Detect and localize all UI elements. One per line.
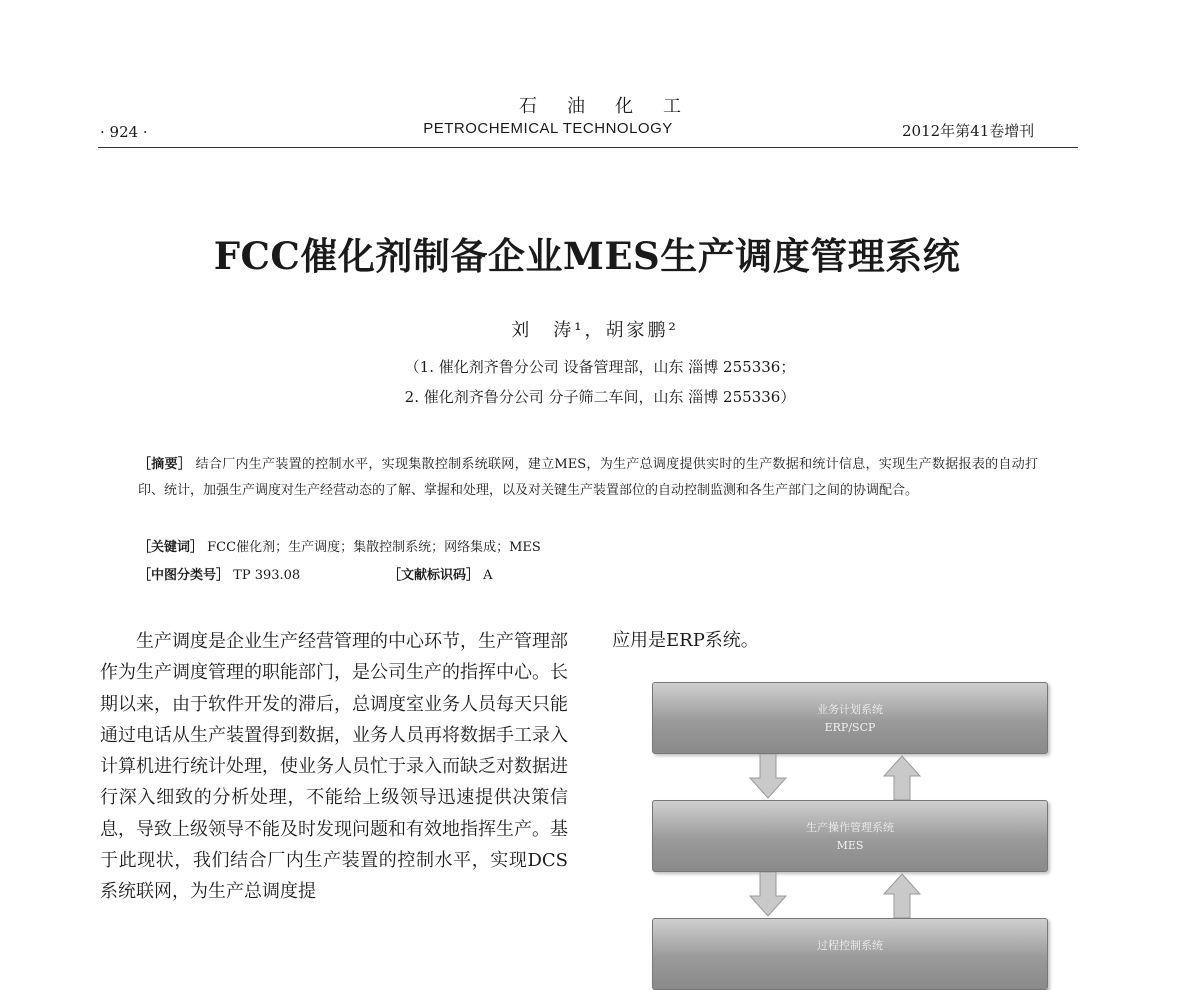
arrow-up-icon [882,872,922,918]
body-right-line: 应用是ERP系统。 [612,630,759,651]
layer-sub: ERP/SCP [824,721,876,734]
clc-line [138,564,300,583]
layer-name: 业务计划系统 [817,703,883,716]
abstract [138,452,1038,504]
journal-title-en: PETROCHEMICAL TECHNOLOGY [423,120,673,137]
header-rule [98,147,1078,148]
article-title: FCC催化剂制备企业MES生产调度管理系统 [213,234,961,278]
layer-box-erp [652,682,1048,754]
system-architecture-figure [620,668,1080,952]
doc-code-value: A [483,568,493,583]
affiliation-1: （1. 催化剂齐鲁分公司 设备管理部，山东 淄博 255336； [404,358,796,376]
keywords-line [138,536,541,555]
issue-info: 2012年第41卷增刊 [902,122,1035,140]
page-number: · 924 · [100,123,148,141]
arrow-up-icon [882,754,922,800]
doc-code-label: ［文献标识码］ [388,568,480,583]
layer-box-pcs [652,918,1048,990]
clc-label: ［中图分类号］ [138,568,230,583]
doc-code-line [388,564,493,583]
body-paragraph: 生产调度是企业生产经营管理的中心环节，生产管理部作为生产调度管理的职能部门，是公司生产的指挥中心。长期以来，由于软件开发的滞后，总调度室业务人员每天只能通过电话从生产装置得到数据，业务人员再将数据手工录入计算机进行统计处理，使业务人员忙于录入而缺乏对数据进行深入细致的分析处理，不能给上级领导迅速提供决策信息，导致上级领导不能及时发现问题和有效地指挥生产。基于此现状，我们结合厂内生产装置的控制水平，实现DCS系统联网，为生产总调度提 [100,631,568,903]
journal-title-cn: 石油化工 [519,96,711,117]
arrow-down-icon [748,872,788,918]
keywords-text: FCC催化剂；生产调度；集散控制系统；网络集成；MES [207,540,541,555]
layer-name: 生产操作管理系统 [806,821,894,834]
abstract-label: ［摘要］ [138,457,192,472]
affiliation-2: 2. 催化剂齐鲁分公司 分子筛二车间，山东 淄博 255336） [404,388,796,406]
clc-value: TP 393.08 [233,568,301,583]
layer-box-mes [652,800,1048,872]
arrow-down-icon [748,754,788,800]
keywords-label: ［关键词］ [138,540,204,555]
authors: 刘 涛¹，胡家鹏² [511,320,679,341]
layer-sub: MES [836,839,864,852]
body-left-column [100,626,568,908]
abstract-text: 结合厂内生产装置的控制水平，实现集散控制系统联网，建立MES，为生产总调度提供实时的生产数据和统计信息，实现生产数据报表的自动打印、统计，加强生产调度对生产经营动态的了解、掌握和处理，以及对关键生产装置部位的自动控制监测和各生产部门之间的协调配合。 [138,457,1038,498]
layer-name: 过程控制系统 [817,939,883,952]
